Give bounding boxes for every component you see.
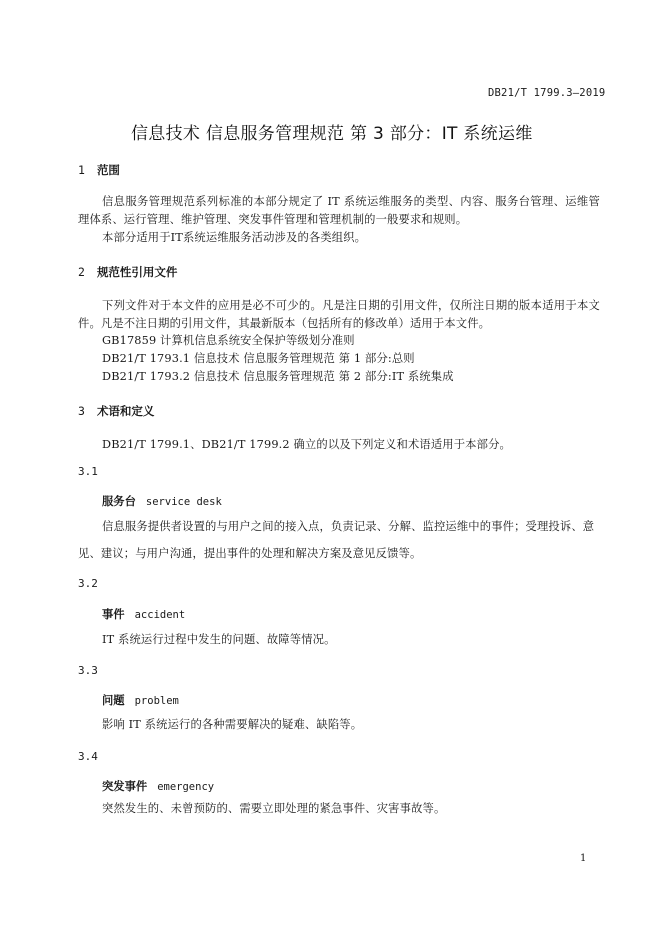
term-number: 3.4 [78, 750, 98, 763]
term-number: 3.2 [78, 577, 98, 590]
section-heading-1 [78, 162, 120, 178]
term-en: service desk [145, 496, 222, 508]
term-heading [102, 606, 185, 622]
reference-item: DB21/T 1793.1 信息技术 信息服务管理规范 第 1 部分:总则 [102, 352, 415, 365]
section-title: 范围 [96, 163, 120, 177]
term-en: emergency [157, 781, 215, 793]
term-definition: 影响 IT 系统运行的各种需要解决的疑难、缺陷等。 [102, 718, 363, 731]
term-heading [102, 778, 214, 794]
section-number: 3 [78, 404, 85, 418]
term-heading [102, 493, 222, 509]
page-number: 1 [580, 853, 587, 864]
term-number: 3.3 [78, 664, 98, 677]
term-definition: 突然发生的、未曾预防的、需要立即处理的紧急事件、灾害事故等。 [102, 802, 446, 815]
section-heading-3 [78, 403, 154, 419]
term-definition: IT 系统运行过程中发生的问题、故障等情况。 [102, 633, 336, 646]
term-number: 3.1 [78, 465, 98, 478]
term-en: accident [134, 609, 186, 621]
document-code: DB21/T 1799.3—2019 [488, 87, 606, 99]
term-en: problem [134, 695, 179, 707]
term-cn: 事件 [102, 608, 125, 621]
scope-paragraph: 信息服务管理规范系列标准的本部分规定了 IT 系统运维服务的类型、内容、服务台管理、运维管理体系、运行管理、维护管理、突发事件管理和管理机制的一般要求和规则。 [78, 195, 600, 226]
section-number: 2 [78, 265, 85, 279]
term-heading [102, 692, 179, 708]
term-cn: 突发事件 [102, 780, 148, 793]
term-definition-continued: 见、建议；与用户沟通，提出事件的处理和解决方案及意见反馈等。 [78, 547, 422, 560]
section-title: 规范性引用文件 [96, 265, 178, 279]
section-title: 术语和定义 [96, 404, 155, 418]
term-cn: 问题 [102, 694, 125, 707]
reference-item: DB21/T 1793.2 信息技术 信息服务管理规范 第 2 部分:IT 系统集成 [102, 370, 454, 383]
scope-applicability: 本部分适用于IT系统运维服务活动涉及的各类组织。 [102, 231, 367, 244]
terms-intro: DB21/T 1799.1、DB21/T 1799.2 确立的以及下列定义和术语适用于本部分。 [102, 438, 511, 451]
section-number: 1 [78, 163, 85, 177]
term-cn: 服务台 [102, 495, 136, 508]
page-title: 信息技术 信息服务管理规范 第 3 部分：IT 系统运维 [131, 124, 533, 144]
section-heading-2 [78, 264, 177, 280]
term-definition: 信息服务提供者设置的与用户之间的接入点，负责记录、分解、监控运维中的事件；受理投诉、意 [102, 520, 595, 533]
reference-item: GB17859 计算机信息系统安全保护等级划分准则 [102, 334, 355, 347]
references-intro: 下列文件对于本文件的应用是必不可少的。凡是注日期的引用文件，仅所注日期的版本适用于本文件。凡是不注日期的引用文件，其最新版本（包括所有的修改单）适用于本文件。 [78, 299, 600, 330]
